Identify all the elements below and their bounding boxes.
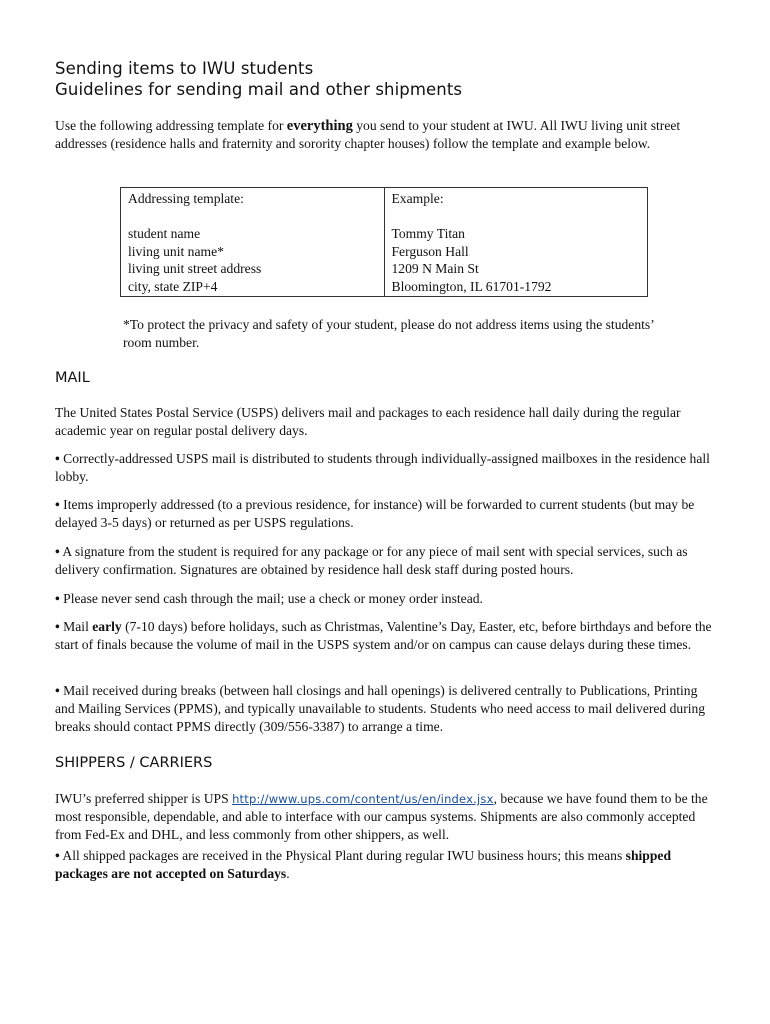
bullet-icon: • bbox=[55, 683, 60, 698]
bullet-text: Correctly-addressed USPS mail is distributed to students through individually-assigned mailboxes in the residence hall lobby. bbox=[55, 451, 710, 485]
shippers-intro bbox=[55, 790, 720, 845]
template-column bbox=[121, 188, 385, 297]
example-header: Example: bbox=[391, 191, 444, 206]
shippers-text-end: , because we have found them to be the most responsible, dependable, and able to interface with our campus systems. Shipments are also commonly accepted from Fed-Ex and DHL, and less commonly from other shippers, as well. bbox=[55, 791, 708, 843]
title-line-1: Sending items to IWU students bbox=[55, 59, 314, 78]
bullet-text: Mail bbox=[63, 619, 93, 634]
intro-text-end: you send to your student at IWU. All IWU living unit street addresses (residence halls and fraternity and sorority chapter houses) follow the template and example below. bbox=[55, 118, 681, 152]
address-table bbox=[120, 187, 648, 297]
intro-emphasis: everything bbox=[286, 118, 353, 134]
bullet-icon: • bbox=[55, 619, 60, 634]
bullet-text: Please never send cash through the mail; use a check or money order instead. bbox=[63, 591, 483, 606]
bullet-text: All shipped packages are received in the Physical Plant during regular IWU business hours; this means bbox=[62, 848, 626, 863]
bullet-text: Mail received during breaks (between hall closings and hall openings) is delivered centrally to Publications, Printing and Mailing Services (PPMS), and typically unavailable to students. Students who need access to mail delivered during breaks should contact PPMS directly (309/556-3387) to arrange a time. bbox=[55, 683, 706, 735]
bullet-text: . bbox=[286, 866, 290, 882]
example-line: 1209 N Main St bbox=[391, 261, 479, 276]
mail-bullet-4 bbox=[55, 590, 720, 608]
bullet-icon: • bbox=[55, 497, 60, 512]
bullet-text: A signature from the student is required for any package or for any piece of mail sent with special services, such as delivery confirmation. Signatures are obtained by residence hall desk staff during posted hours. bbox=[55, 544, 688, 578]
ups-link[interactable]: http://www.ups.com/content/us/en/index.jsx bbox=[232, 792, 494, 806]
example-line: Ferguson Hall bbox=[391, 243, 469, 259]
bullet-icon: • bbox=[55, 591, 60, 606]
template-line: student name bbox=[128, 226, 201, 241]
template-header: Addressing template: bbox=[128, 191, 244, 206]
mail-bullet-1 bbox=[55, 450, 720, 486]
bullet-emphasis: shipped packages are not accepted on Saturdays bbox=[55, 848, 672, 882]
template-line: living unit street address bbox=[128, 261, 262, 276]
template-line: city, state ZIP+4 bbox=[128, 278, 218, 294]
title-line-2: Guidelines for sending mail and other shipments bbox=[55, 80, 463, 99]
shippers-bullet bbox=[55, 847, 720, 883]
example-line: Tommy Titan bbox=[391, 226, 465, 241]
example-column bbox=[384, 188, 648, 297]
shippers-text-start: IWU’s preferred shipper is UPS bbox=[55, 791, 233, 806]
intro-paragraph bbox=[55, 117, 720, 153]
mail-intro: The United States Postal Service (USPS) delivers mail and packages to each residence hall daily during the regular academic year on regular postal delivery days. bbox=[55, 405, 681, 439]
mail-bullet-3 bbox=[55, 543, 720, 579]
mail-bullet-6 bbox=[55, 682, 720, 737]
mail-heading: MAIL bbox=[55, 370, 90, 386]
shippers-heading: SHIPPERS / CARRIERS bbox=[55, 755, 213, 771]
bullet-text: (7-10 days) before holidays, such as Christmas, Valentine’s Day, Easter, etc, before birthdays and before the start of finals because the volume of mail in the USPS system and/or on campus can cause delays during these times. bbox=[55, 619, 712, 653]
example-line: Bloomington, IL 61701-1792 bbox=[391, 278, 552, 294]
mail-bullet-2 bbox=[55, 496, 720, 532]
page-title bbox=[55, 58, 462, 100]
privacy-note: *To protect the privacy and safety of your student, please do not address items using the students’ room number. bbox=[123, 317, 654, 351]
template-line: living unit name* bbox=[128, 243, 224, 259]
bullet-icon: • bbox=[55, 451, 60, 466]
bullet-icon: • bbox=[55, 848, 60, 863]
mail-bullet-5 bbox=[55, 618, 720, 654]
bullet-icon: • bbox=[55, 544, 60, 559]
intro-text-start: Use the following addressing template for bbox=[55, 118, 287, 133]
bullet-emphasis: early bbox=[92, 619, 122, 634]
bullet-text: Items improperly addressed (to a previous residence, for instance) will be forwarded to current students (but may be delayed 3-5 days) or returned as per USPS regulations. bbox=[55, 497, 695, 531]
